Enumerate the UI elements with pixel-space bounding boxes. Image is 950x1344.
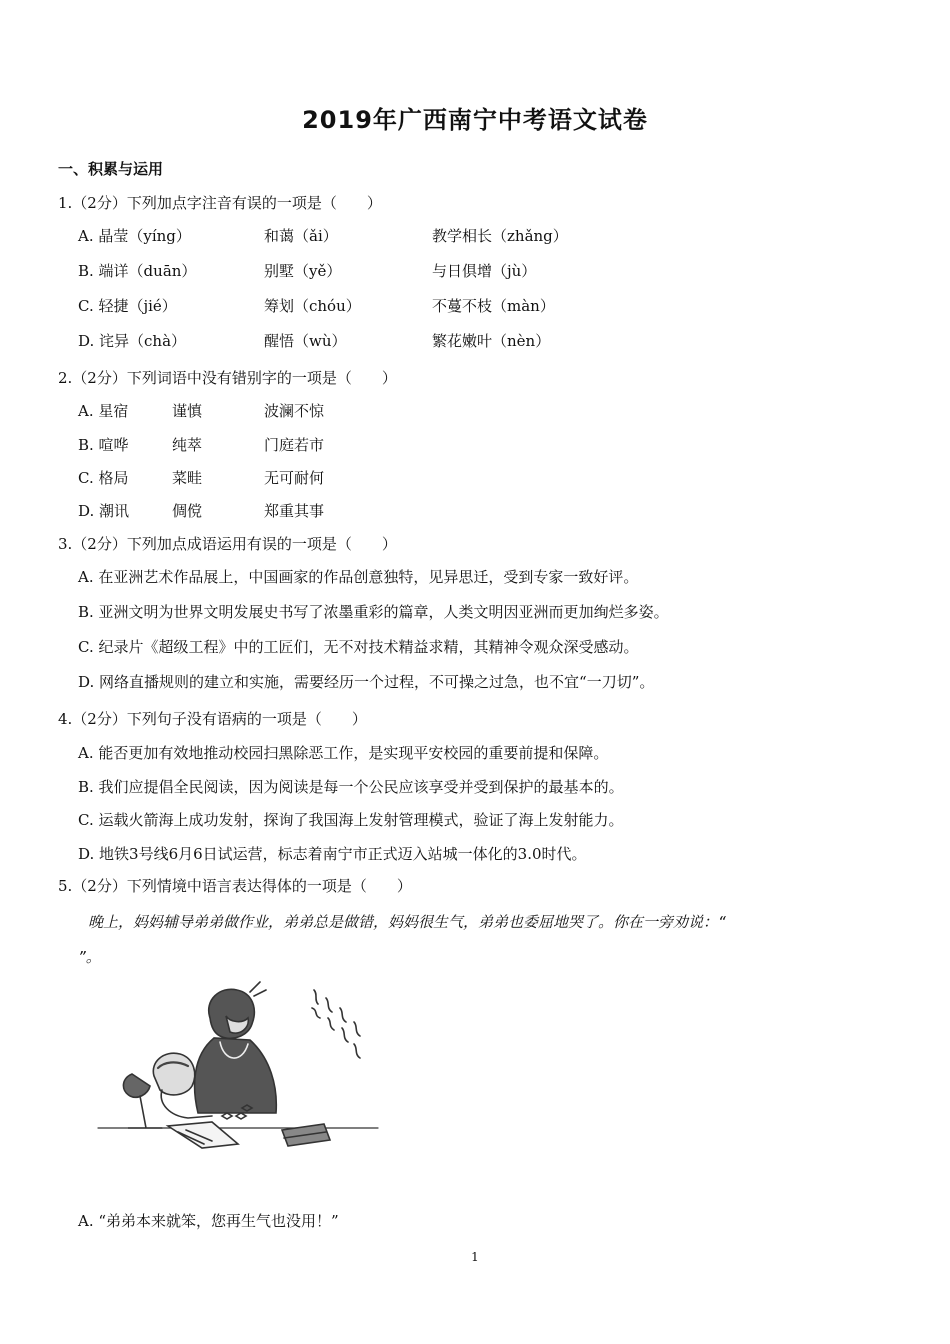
q2-option-a-word2: 谨慎 bbox=[172, 402, 203, 420]
question-3-stem: 3.（2分）下列加点成语运用有误的一项是（ ） bbox=[58, 535, 397, 553]
q2-option-c-word3: 无可耐何 bbox=[264, 469, 325, 487]
q1-option-a-word3: 教学相长（zhǎng） bbox=[432, 227, 568, 245]
mother-tutoring-illustration bbox=[92, 978, 382, 1178]
q2-option-b-word3: 门庭若市 bbox=[264, 436, 325, 454]
section-heading: 一、积累与运用 bbox=[58, 160, 164, 178]
q1-option-b: B. 端详（duān） bbox=[78, 262, 197, 280]
q3-option-d: D. 网络直播规则的建立和实施，需要经历一个过程，不可操之过急，也不宜“一刀切”。 bbox=[78, 673, 655, 691]
q2-option-d: D. 潮讯 bbox=[78, 502, 130, 520]
q2-option-c: C. 格局 bbox=[78, 469, 129, 487]
question-5-stem: 5.（2分）下列情境中语言表达得体的一项是（ ） bbox=[58, 877, 412, 895]
q1-option-d-word3: 繁花嫩叶（nèn） bbox=[432, 332, 551, 350]
q1-option-c-word2: 筹划（chóu） bbox=[264, 297, 361, 315]
q4-option-d: D. 地铁3号线6月6日试运营，标志着南宁市正式迈入站城一体化的3.0时代。 bbox=[78, 845, 587, 863]
q4-option-b: B. 我们应提倡全民阅读，因为阅读是每一个公民应该享受并受到保护的最基本的。 bbox=[78, 778, 624, 796]
q2-option-c-word2: 菜畦 bbox=[172, 469, 203, 487]
q3-option-a: A. 在亚洲艺术作品展上，中国画家的作品创意独特，见异思迁，受到专家一致好评。 bbox=[78, 568, 639, 586]
question-4-stem: 4.（2分）下列句子没有语病的一项是（ ） bbox=[58, 710, 367, 728]
q5-option-a: A. “弟弟本来就笨，您再生气也没用！” bbox=[78, 1212, 339, 1230]
question-1-stem: 1.（2分）下列加点字注音有误的一项是（ ） bbox=[58, 194, 382, 212]
q3-option-b: B. 亚洲文明为世界文明发展史书写了浓墨重彩的篇章，人类文明因亚洲而更加绚烂多姿。 bbox=[78, 603, 669, 621]
q1-option-d-word2: 醒悟（wù） bbox=[264, 332, 347, 350]
q2-option-b-word2: 纯萃 bbox=[172, 436, 203, 454]
page-number: 1 bbox=[471, 1250, 479, 1264]
q1-option-b-word2: 别墅（yě） bbox=[264, 262, 342, 280]
q1-option-a: A. 晶莹（yíng） bbox=[78, 227, 191, 245]
q1-option-c-word3: 不蔓不枝（màn） bbox=[432, 297, 555, 315]
q1-option-c: C. 轻捷（jié） bbox=[78, 297, 177, 315]
q1-option-b-word3: 与日俱增（jù） bbox=[432, 262, 537, 280]
exam-title: 2019年广西南宁中考语文试卷 bbox=[302, 106, 648, 134]
q2-option-b: B. 喧哗 bbox=[78, 436, 129, 454]
q5-scenario-line2: ”。 bbox=[78, 948, 101, 966]
q4-option-a: A. 能否更加有效地推动校园扫黑除恶工作，是实现平安校园的重要前提和保障。 bbox=[78, 744, 609, 762]
q1-option-a-word2: 和蔼（ǎi） bbox=[264, 227, 338, 245]
q2-option-d-word3: 郑重其事 bbox=[264, 502, 325, 520]
q2-option-a-word3: 波澜不惊 bbox=[264, 402, 325, 420]
q3-option-c: C. 纪录片《超级工程》中的工匠们，无不对技术精益求精，其精神令观众深受感动。 bbox=[78, 638, 639, 656]
question-2-stem: 2.（2分）下列词语中没有错别字的一项是（ ） bbox=[58, 369, 397, 387]
q2-option-a: A. 星宿 bbox=[78, 402, 129, 420]
q1-option-d: D. 诧异（chà） bbox=[78, 332, 187, 350]
q4-option-c: C. 运载火箭海上成功发射，探询了我国海上发射管理模式，验证了海上发射能力。 bbox=[78, 811, 624, 829]
q2-option-d-word2: 倜傥 bbox=[172, 502, 203, 520]
q5-scenario-line1: 晚上，妈妈辅导弟弟做作业，弟弟总是做错，妈妈很生气，弟弟也委屈地哭了。你在一旁劝说：“ bbox=[58, 913, 726, 931]
